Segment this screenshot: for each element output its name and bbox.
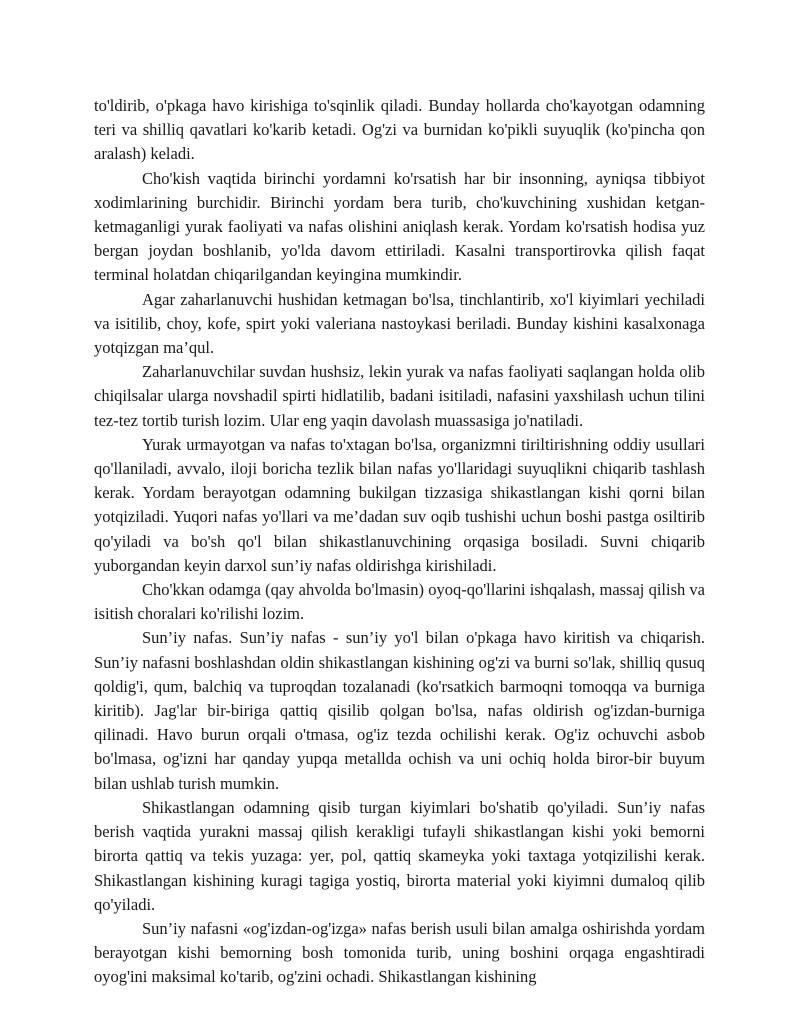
paragraph-6: Cho'kkan odamga (qay ahvolda bo'lmasin) oyoq-qo'llarini ishqalash, massaj qilish va isitish choralari ko'rilishi lozim. (94, 580, 705, 624)
paragraph-4: Zaharlanuvchilar suvdan hushsiz, lekin yurak va nafas faoliyati saqlangan holda olib chiqilsalar ularga novshadil spirti hidlatilib, badani isitiladi, nafasini yaxshilash uchun tilini tez-tez tortib turish lozim. Ular eng yaqin davolash muassasiga jo'natiladi. (94, 362, 705, 430)
paragraph-2: Cho'kish vaqtida birinchi yordamni ko'rsatish har bir insonning, ayniqsa tibbiyot xodimlarining burchidir. Birinchi yordam bera turib, cho'kuvchining xushidan ketgan-ketmaganligi yurak faoliyati va nafas olishini aniqlash kerak. Yordam ko'rsatish hodisa yuz bergan joydan boshlanib, yo'lda davom ettiriladi. Kasalni transportirovka qilish faqat terminal holatdan chiqarilgandan keyingina mumkindir. (94, 168, 705, 285)
paragraph-9: Sun’iy nafasni «og'izdan-og'izga» nafas berish usuli bilan amalga oshirishda yordam berayotgan kishi bemorning bosh tomonida turib, uning boshini orqaga engashtiradi oyog'ini maksimal ko'tarib, og'zini ochadi. Shikastlangan kishining (94, 918, 705, 987)
paragraph-1: to'ldirib, o'pkaga havo kirishiga to'sqinlik qiladi. Bunday hollarda cho'kayotgan odamning teri va shilliq qavatlari ko'karib ketadi. Og'zi va burnidan ko'pikli suyuqlik (ko'pincha qon aralash) keladi. (94, 96, 705, 164)
paragraph-5: Yurak urmayotgan va nafas to'xtagan bo'lsa, organizmni tiriltirishning oddiy usullari qo'llaniladi, avvalo, iloji boricha tezlik bilan nafas yo'llaridagi suyuqlikni chiqarib tashlash kerak. Yordam berayotgan odamning bukilgan tizzasiga shikastlangan kishi qorni bilan yotqiziladi. Yuqori nafas yo'llari va me’dadan suv oqib tushishi uchun boshi pastga osiltirib qo'yiladi va bo'sh qo'l bilan shikastlanuvchining orqasiga bosiladi. Suvni chiqarib yuborgandan keyin darxol sun’iy nafas oldirishga kirishiladi. (94, 434, 705, 575)
paragraph-8: Shikastlangan odamning qisib turgan kiyimlari bo'shatib qo'yiladi. Sun’iy nafas berish vaqtida yurakni massaj qilish kerakligi tufayli shikastlangan kishi yoki bemorni birorta qattiq va tekis yuzaga: yer, pol, qattiq skameyka yoki taxtaga yotqizilishi kerak. Shikastlangan kishining kuragi tagiga yostiq, birorta material yoki kiyimni dumaloq qilib qo'yiladi. (94, 797, 705, 914)
paragraph-3: Agar zaharlanuvchi hushidan ketmagan bo'lsa, tinchlantirib, xo'l kiyimlari yechiladi va isitilib, choy, kofe, spirt yoki valeriana nastoykasi beriladi. Bunday kishini kasalxonaga yotqizgan ma’qul. (94, 289, 705, 358)
document-page (94, 94, 705, 990)
paragraph-7: Sun’iy nafas. Sun’iy nafas - sun’iy yo'l bilan o'pkaga havo kiritish va chiqarish. Sun’iy nafasni boshlashdan oldin shikastlangan kishining og'zi va burni so'lak, shilliq qusuq qoldig'i, qum, balchiq va tuproqdan tozalanadi (ko'rsatkich barmoqni tomoqqa va burniga kiritib). Jag'lar bir-biriga qattiq qisilib qolgan bo'lsa, nafas oldirish og'izdan-burniga qilinadi. Havo burun orqali o'tmasa, og'iz tezda ochilishi kerak. Og'iz ochuvchi asbob bo'lmasa, og'izni har qanday yupqa metallda ochish va uni ochiq holda biror-bir buyum bilan ushlab turish mumkin. (94, 628, 705, 793)
